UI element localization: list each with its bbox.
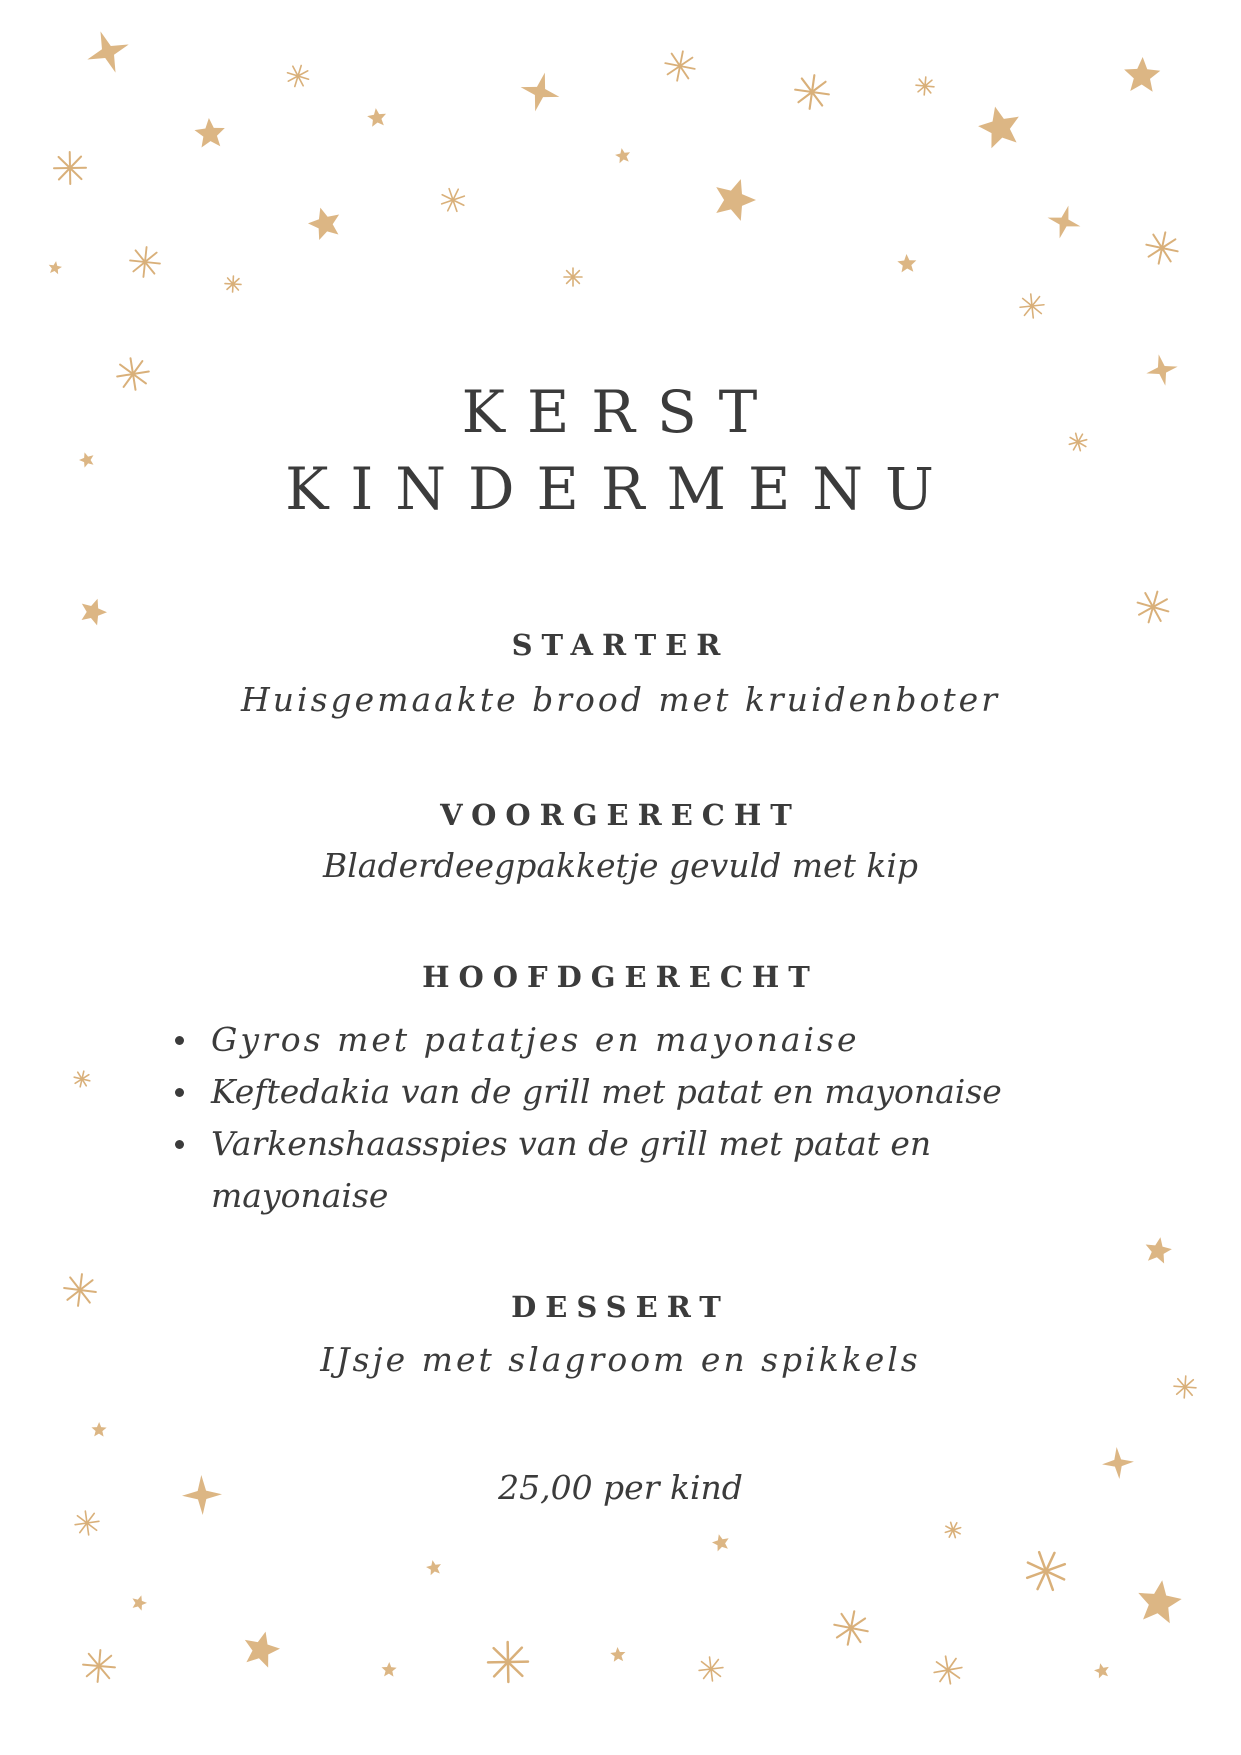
dish-starter: Huisgemaakte brood met kruidenboter (241, 680, 1000, 719)
section-heading-dessert: DESSERT (511, 1290, 730, 1324)
list-item: Gyros met patatjes en mayonaise (175, 1014, 1075, 1066)
section-heading-voorgerecht: VOORGERECHT (440, 798, 801, 832)
main-course-list (175, 1014, 1075, 1222)
list-item: Varkenshaasspies van de grill met patat en mayonaise (175, 1118, 1075, 1222)
dish-voorgerecht: Bladerdeegpakketje gevuld met kip (322, 846, 918, 885)
price-text: 25,00 per kind (498, 1468, 743, 1507)
title-line-2: KINDERMENU (285, 455, 956, 523)
section-heading-hoofdgerecht: HOOFDGERECHT (422, 960, 819, 994)
dish-dessert: IJsje met slagroom en spikkels (320, 1340, 921, 1379)
title-line-1: KERST (461, 378, 780, 446)
section-heading-starter: STARTER (511, 628, 730, 662)
list-item: Keftedakia van de grill met patat en mayonaise (175, 1066, 1075, 1118)
